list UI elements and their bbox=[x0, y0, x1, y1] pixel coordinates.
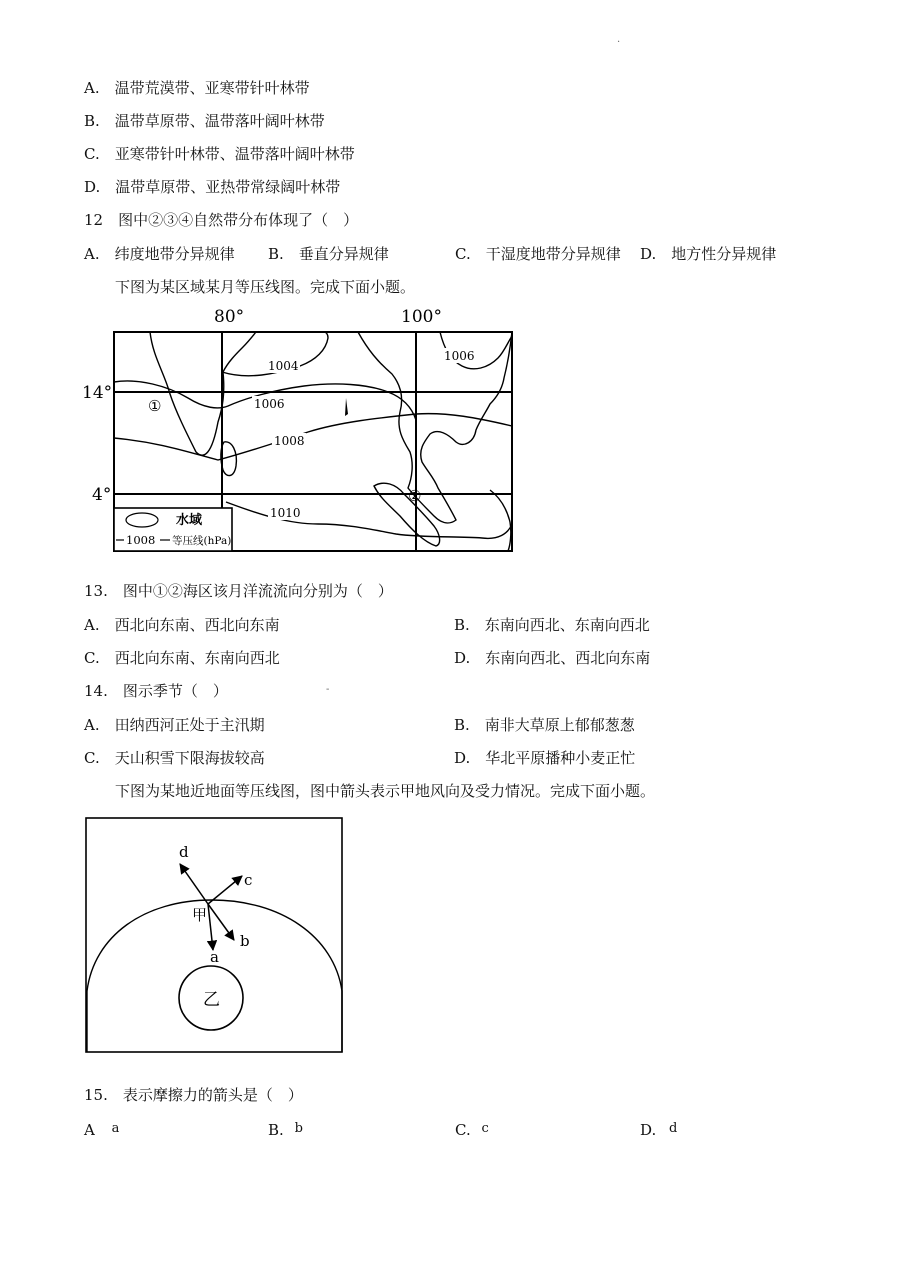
coastline-india bbox=[150, 332, 256, 455]
q15-option-c-letter: C. bbox=[455, 1121, 471, 1139]
intro-isobar-map: 下图为某区域某月等压线图。完成下面小题。 bbox=[115, 278, 416, 296]
coastline-borneo-edge bbox=[490, 490, 511, 551]
q14-option-d: D. 华北平原播种小麦正忙 bbox=[454, 749, 636, 767]
marker-2: ② bbox=[408, 487, 422, 505]
point-yi-label: 乙 bbox=[203, 990, 220, 1010]
q11-option-d: D. 温带草原带、亚热带常绿阔叶林带 bbox=[84, 178, 341, 196]
isobar-label-1004: 1004 bbox=[268, 359, 299, 373]
q11-option-b: B. 温带草原带、温带落叶阔叶林带 bbox=[84, 112, 325, 130]
isobar-label-1006: 1006 bbox=[254, 397, 285, 411]
legend-water-label: 水域 bbox=[176, 513, 203, 528]
q13-option-b: B. 东南向西北、东南向西北 bbox=[454, 616, 650, 634]
stray-mark: - bbox=[326, 684, 330, 695]
island-small bbox=[345, 398, 348, 416]
q11-option-a: A. 温带荒漠带、亚寒带针叶林带 bbox=[84, 79, 310, 97]
q15-option-a-value: a bbox=[111, 1121, 120, 1136]
legend-isobar-value: 1008 bbox=[126, 533, 156, 547]
q13-option-d: D. 东南向西北、西北向东南 bbox=[454, 649, 651, 667]
lat-label-14: 14° bbox=[82, 383, 113, 403]
q15-option-b-value: b bbox=[294, 1121, 303, 1136]
arrow-label-a: a bbox=[210, 948, 219, 966]
q12-option-b: B. 垂直分异规律 bbox=[268, 245, 389, 263]
isobar-1008 bbox=[114, 414, 512, 460]
marker-1: ① bbox=[148, 397, 162, 415]
wind-force-diagram bbox=[84, 816, 346, 1056]
q15-option-d-letter: D. bbox=[640, 1121, 657, 1139]
q15-stem: 15. 表示摩擦力的箭头是（ ） bbox=[84, 1086, 303, 1104]
q13-option-c: C. 西北向东南、东南向西北 bbox=[84, 649, 280, 667]
q15-option-a bbox=[84, 1120, 119, 1142]
q15-option-c-value: c bbox=[481, 1121, 489, 1136]
q14-stem: 14. 图示季节（ ） bbox=[84, 682, 228, 700]
q14-option-c: C. 天山积雪下限海拔较高 bbox=[84, 749, 265, 767]
lat-label-4: 4° bbox=[92, 485, 112, 505]
isobar-map bbox=[78, 302, 518, 552]
q13-option-a: A. 西北向东南、西北向东南 bbox=[84, 616, 280, 634]
legend-isobar-label: 等压线(hPa) bbox=[172, 535, 232, 547]
q15-option-d bbox=[640, 1120, 677, 1142]
intro-wind-diagram: 下图为某地近地面等压线图，图中箭头表示甲地风向及受力情况。完成下面小题。 bbox=[115, 782, 656, 800]
q15-option-a-letter: A bbox=[84, 1121, 95, 1139]
q12-option-c: C. 干湿度地带分异规律 bbox=[455, 245, 621, 263]
q11-option-c: C. 亚寒带针叶林带、温带落叶阔叶林带 bbox=[84, 145, 355, 163]
isobar-label-1010: 1010 bbox=[270, 506, 301, 520]
q12-option-a: A. 纬度地带分异规律 bbox=[84, 245, 235, 263]
arrow-label-d: d bbox=[179, 843, 189, 861]
q15-option-c bbox=[455, 1120, 489, 1142]
isobar-label-1006-east: 1006 bbox=[444, 349, 475, 363]
q14-option-b: B. 南非大草原上郁郁葱葱 bbox=[454, 716, 635, 734]
isobar-label-1008: 1008 bbox=[274, 434, 305, 448]
q15-option-b bbox=[268, 1120, 303, 1142]
q15-option-b-letter: B. bbox=[268, 1121, 284, 1139]
arrow-d bbox=[180, 864, 208, 904]
lon-label-80: 80° bbox=[214, 307, 245, 327]
q14-option-a: A. 田纳西河正处于主汛期 bbox=[84, 716, 265, 734]
point-jia-label: 甲 bbox=[192, 906, 208, 924]
q13-stem: 13. 图中①②海区该月洋流流向分别为（ ） bbox=[84, 582, 393, 600]
lon-label-100: 100° bbox=[401, 307, 442, 327]
q12-option-d: D. 地方性分异规律 bbox=[640, 245, 777, 263]
diagram-frame bbox=[86, 818, 342, 1052]
q12-stem: 12 图中②③④自然带分布体现了（ ） bbox=[84, 211, 359, 229]
q15-option-d-value: d bbox=[669, 1121, 678, 1136]
arrow-label-b: b bbox=[240, 932, 250, 950]
arrow-label-c: c bbox=[244, 871, 253, 889]
header-mark: . bbox=[617, 34, 621, 45]
